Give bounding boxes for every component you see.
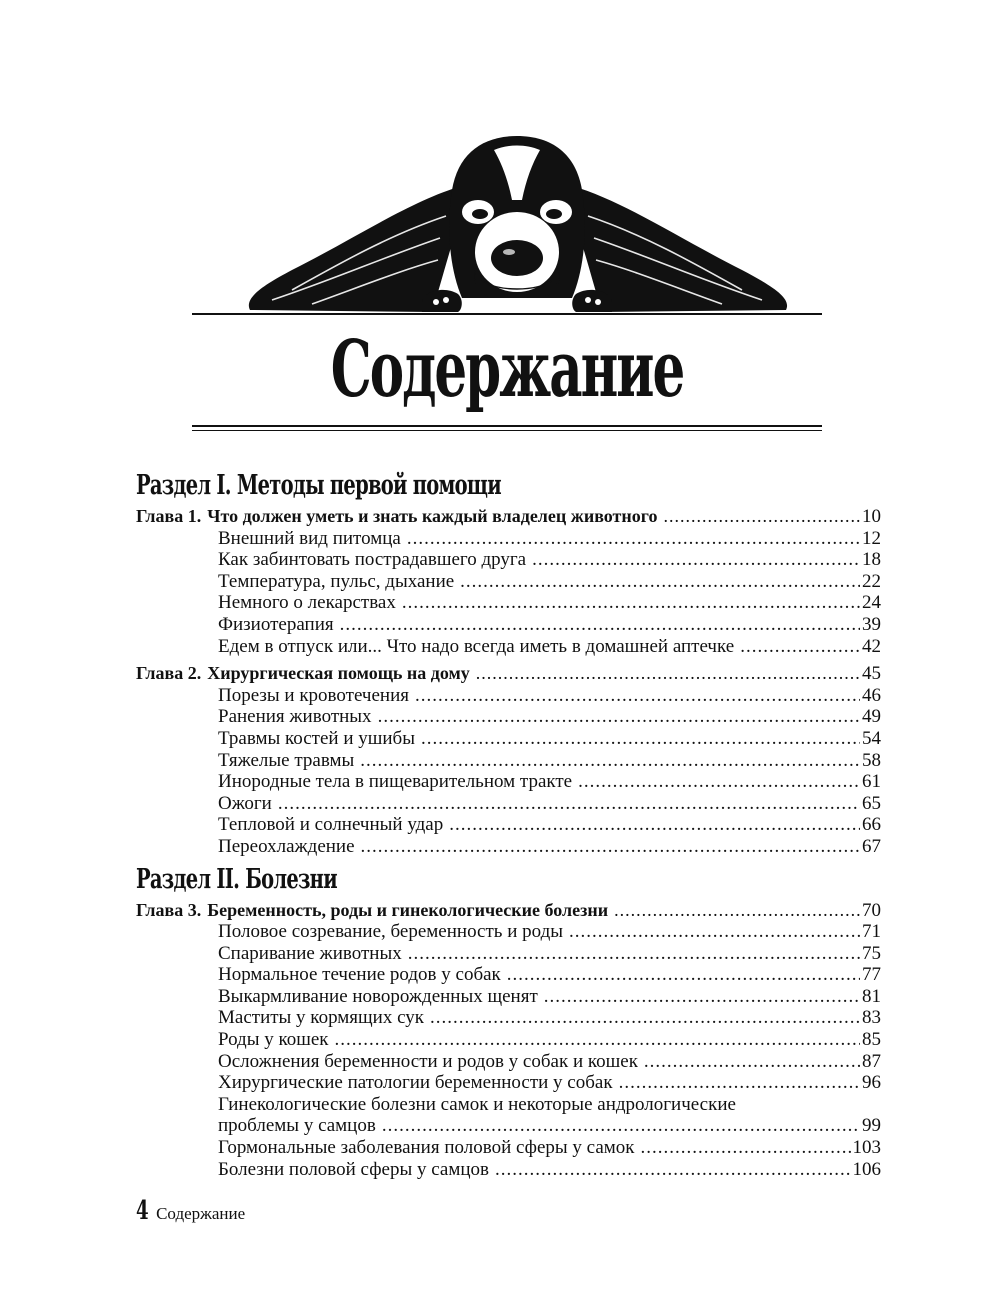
folio-page-number: 4 [136, 1196, 149, 1226]
page-number: 12 [862, 527, 881, 549]
toc-item[interactable] [136, 1137, 881, 1159]
toc-item[interactable] [136, 771, 881, 793]
leader-dots [578, 771, 860, 793]
item-title: Тепловой и солнечный удар [218, 814, 444, 836]
item-title: Едем в отпуск или... Что надо всегда иметь в домашней аптечке [218, 635, 735, 657]
toc-item[interactable] [136, 1029, 881, 1051]
leader-dots [532, 549, 860, 571]
toc-item[interactable] [136, 685, 881, 707]
item-title: Температура, пульс, дыхание [218, 570, 455, 592]
table-of-contents [136, 466, 881, 1180]
leader-dots [415, 685, 860, 707]
chapter-title: Беременность, роды и гинекологические болезни [207, 899, 609, 920]
item-title: Половое созревание, беременность и роды [218, 921, 564, 943]
item-title: Болезни половой сферы у самцов [218, 1158, 489, 1180]
chapter-title: Хирургическая помощь на дому [207, 663, 470, 684]
leader-dots [335, 1029, 860, 1051]
leader-dots [361, 836, 860, 858]
item-title: Инородные тела в пищеварительном тракте [218, 771, 573, 793]
leader-dots [619, 1072, 860, 1094]
leader-dots [421, 728, 860, 750]
chapter-title: Что должен уметь и знать каждый владелец животного [207, 506, 658, 526]
leader-dots [378, 706, 860, 728]
page-number: 42 [862, 635, 881, 657]
chapter-number: Глава 1. [136, 506, 202, 526]
toc-item[interactable] [136, 592, 881, 614]
page-number: 71 [862, 921, 881, 943]
leader-dots [408, 943, 860, 965]
toc-item[interactable] [136, 943, 881, 965]
item-title: Хирургические патологии беременности у собак [218, 1072, 613, 1094]
page-number: 99 [862, 1115, 881, 1137]
leader-dots [278, 793, 860, 815]
leader-dots [740, 636, 860, 658]
item-title: Переохлаждение [218, 835, 355, 857]
page-number: 87 [862, 1050, 881, 1072]
toc-item[interactable] [136, 750, 881, 772]
item-title: Ожоги [218, 792, 272, 814]
leader-dots [340, 614, 860, 636]
item-title: Выкармливание новорожденных щенят [218, 985, 538, 1007]
page-number: 49 [862, 706, 881, 728]
leader-dots [495, 1159, 851, 1181]
leader-dots [407, 528, 860, 550]
page-number: 77 [862, 964, 881, 986]
toc-item[interactable] [136, 636, 881, 658]
page-number: 65 [862, 792, 881, 814]
leader-dots [430, 1007, 860, 1029]
toc-item[interactable] [136, 528, 881, 550]
item-title: Травмы костей и ушибы [218, 727, 415, 749]
page-number: 103 [852, 1137, 881, 1159]
page-number: 96 [862, 1072, 881, 1094]
item-title: Спаривание животных [218, 942, 402, 964]
toc-item[interactable] [136, 836, 881, 858]
page-number: 70 [862, 899, 881, 921]
item-title: Нормальное течение родов у собак [218, 964, 501, 986]
item-title: Внешний вид питомца [218, 527, 401, 549]
page-number: 24 [862, 592, 881, 614]
page-number: 106 [852, 1158, 881, 1180]
toc-item[interactable] [136, 549, 881, 571]
toc-item[interactable] [136, 1159, 881, 1181]
chapter-number: Глава 2. [136, 663, 202, 684]
item-title: проблемы у самцов [218, 1115, 376, 1137]
page-number: 46 [862, 684, 881, 706]
item-title: Осложнения беременности и родов у собак и кошек [218, 1050, 638, 1072]
leader-dots [360, 750, 860, 772]
page-number: 85 [862, 1029, 881, 1051]
toc-item[interactable] [136, 814, 881, 836]
item-title: Гормональные заболевания половой сферы у самок [218, 1137, 635, 1159]
section-title: Раздел I. Методы первой помощи [136, 470, 501, 501]
page-number: 67 [862, 835, 881, 857]
section-title: Раздел II. Болезни [136, 863, 337, 895]
item-title: Как забинтовать пострадавшего друга [218, 549, 527, 571]
leader-dots [641, 1137, 851, 1159]
leader-dots [569, 921, 860, 943]
toc-item[interactable] [136, 1051, 881, 1073]
toc-item[interactable] [136, 728, 881, 750]
toc-item[interactable] [136, 614, 881, 636]
leader-dots [664, 506, 861, 528]
page-number: 18 [862, 549, 881, 571]
page-number: 10 [862, 506, 881, 527]
page-number: 45 [862, 663, 881, 685]
page-number: 81 [862, 985, 881, 1007]
toc-item[interactable] [136, 964, 881, 986]
toc-chapter-3[interactable] [136, 900, 881, 922]
page-number: 22 [862, 570, 881, 592]
page-number: 54 [862, 727, 881, 749]
running-title: Содержание [156, 1204, 246, 1223]
item-title: Ранения животных [218, 706, 372, 728]
leader-dots [544, 986, 860, 1008]
leader-dots [644, 1051, 860, 1073]
item-title: Роды у кошек [218, 1029, 329, 1051]
toc-chapter-2[interactable] [136, 663, 881, 685]
title-rule-bottom [192, 425, 822, 427]
leader-dots [382, 1115, 860, 1137]
basset-hound-illustration [232, 130, 802, 314]
page-title: Содержание [330, 324, 684, 415]
toc-item-wrapped-line1[interactable]: Гинекологические болезни самок и некоторые андрологические [218, 1093, 736, 1115]
title-rule-bottom-thin [192, 430, 822, 431]
toc-item-wrapped-line2[interactable] [136, 1115, 881, 1137]
toc-item[interactable] [136, 921, 881, 943]
page-number: 58 [862, 749, 881, 771]
leader-dots [507, 964, 860, 986]
item-title: Маститы у кормящих сук [218, 1007, 425, 1029]
page-number: 39 [862, 613, 881, 635]
chapter-number: Глава 3. [136, 899, 202, 920]
toc-chapter-1[interactable] [136, 506, 881, 528]
leader-dots [614, 900, 860, 922]
leader-dots [449, 814, 860, 836]
leader-dots [402, 592, 860, 614]
page-number: 83 [862, 1007, 881, 1029]
page-number: 61 [862, 771, 881, 793]
title-rule-top [192, 313, 822, 315]
leader-dots [460, 571, 860, 593]
page-footer [136, 1196, 245, 1226]
page-number: 75 [862, 942, 881, 964]
toc-item[interactable] [136, 986, 881, 1008]
leader-dots [476, 663, 860, 685]
page-number: 66 [862, 814, 881, 836]
item-title: Тяжелые травмы [218, 749, 355, 771]
item-title: Немного о лекарствах [218, 592, 396, 614]
item-title: Порезы и кровотечения [218, 684, 409, 706]
toc-item[interactable] [136, 571, 881, 593]
toc-item[interactable] [136, 1007, 881, 1029]
toc-item[interactable] [136, 706, 881, 728]
toc-item[interactable] [136, 793, 881, 815]
item-title: Физиотерапия [218, 613, 334, 635]
toc-item[interactable] [136, 1072, 881, 1094]
